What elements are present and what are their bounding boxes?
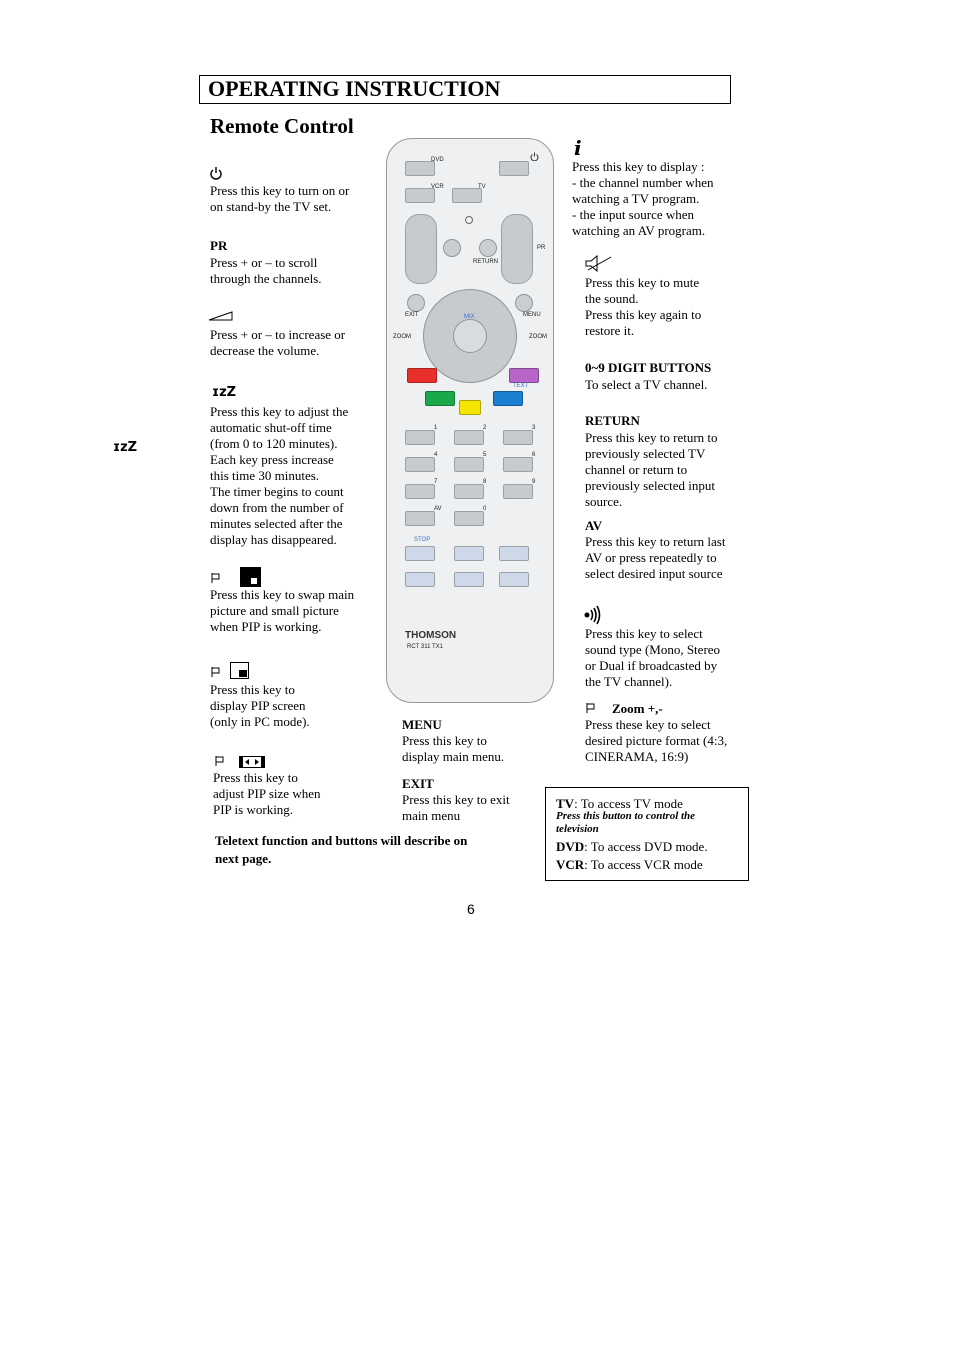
remote-digit-button: [405, 430, 435, 445]
return-heading: RETURN: [585, 413, 640, 428]
remote-green-button: [425, 391, 455, 406]
av-heading: AV: [585, 518, 603, 533]
tv-mode-line: TV: To access TV mode: [556, 796, 683, 811]
remote-red-button: [407, 368, 437, 383]
remote-menu-button: [515, 294, 533, 312]
av-description: Press this key to return last AV or press repeatedly to select desired input source: [585, 534, 726, 581]
remote-digit-button: [454, 457, 484, 472]
remote-yellow-button: [459, 400, 481, 415]
remote-dvd-button: [405, 161, 435, 176]
pr-description: Press + or – to scroll through the channels.: [210, 255, 322, 286]
remote-digit-button: [405, 484, 435, 499]
page-number: 6: [467, 901, 475, 917]
zoom-heading: Zoom +,-: [612, 701, 663, 716]
remote-menu-label: MENU: [523, 312, 541, 318]
remote-mix-label: MIX: [464, 314, 475, 320]
pip-description: Press this key to display PIP screen (only in PC mode).: [210, 682, 310, 729]
pip-icon: [230, 662, 249, 679]
remote-mute-button: [443, 239, 461, 257]
flag-icon: [214, 755, 226, 767]
remote-dvd-label: DVD: [431, 157, 444, 163]
pip-size-description: Press this key to adjust PIP size when PIP is working.: [213, 770, 321, 817]
remote-digit-label: 3: [532, 425, 536, 431]
remote-vcr-label: VCR: [431, 184, 444, 190]
sleep-description: Press this key to adjust the automatic shut-off time (from 0 to 120 minutes). Each key press increase this time 30 minutes. The timer begins to count down from the number of minutes selected after the display has disappeared.: [210, 404, 349, 547]
remote-digit-label: 4: [434, 452, 438, 458]
section-header-box: [199, 75, 731, 104]
remote-vcr-button: [405, 188, 435, 203]
exit-heading: EXIT: [402, 776, 434, 791]
mode-info-box: [545, 787, 749, 881]
remote-zoom-right-label: ZOOM: [529, 334, 547, 340]
sound-description: Press this key to select sound type (Mono, Stereo or Dual if broadcasted by the TV channel).: [585, 626, 721, 689]
volume-icon: [208, 311, 234, 321]
remote-digit-button: [503, 484, 533, 499]
dvd-mode-line: DVD: To access DVD mode.: [556, 839, 708, 854]
swap-icon: [240, 567, 261, 587]
remote-exit-button: [407, 294, 425, 312]
remote-av-button: [405, 511, 435, 526]
remote-digit-button: [503, 457, 533, 472]
remote-pip-size-button: [454, 572, 484, 587]
pip-size-icon: [239, 756, 265, 768]
info-icon: i: [574, 136, 582, 160]
flag-icon: [210, 572, 222, 584]
remote-digit-button: [454, 430, 484, 445]
remote-digit-button: [454, 511, 484, 526]
pr-heading: PR: [210, 238, 228, 253]
power-icon: [209, 166, 223, 180]
remote-digit-label: 1: [434, 425, 438, 431]
remote-digit-label: 9: [532, 479, 536, 485]
power-description: Press this key to turn on or on stand-by the TV set.: [210, 183, 350, 214]
zoom-description: Press these key to select desired picture format (4:3, CINERAMA, 16:9): [585, 717, 728, 764]
remote-led: [465, 216, 473, 224]
remote-blue-button: [493, 391, 523, 406]
menu-heading: MENU: [402, 717, 442, 732]
remote-digit-button: [503, 430, 533, 445]
remote-pip-button: [499, 572, 529, 587]
vcr-mode-line: VCR: To access VCR mode: [556, 857, 703, 872]
tv-mode-note: Press this button to control the television: [556, 810, 696, 835]
remote-volume-rocker: [405, 214, 437, 284]
sound-icon: [584, 605, 602, 625]
flag-icon: [210, 666, 222, 678]
info-description: Press this key to display : - the channel number when watching a TV program. - the input source when watching an AV program.: [572, 159, 714, 238]
digits-heading: 0~9 DIGIT BUTTONS: [585, 360, 712, 375]
power-icon: [530, 152, 539, 161]
remote-stop-button: [405, 546, 435, 561]
menu-description: Press this key to display main menu.: [402, 733, 505, 764]
remote-digit-button: [405, 457, 435, 472]
swap-description: Press this key to swap main picture and small picture when PIP is working.: [210, 587, 355, 634]
remote-digit-label: 2: [483, 425, 487, 431]
remote-pip-swap-button: [405, 572, 435, 587]
remote-digit-label: 5: [483, 452, 487, 458]
sleep-icon: ɪzZ: [113, 440, 138, 455]
mute-description: Press this key to mute the sound. Press this key again to restore it.: [585, 275, 702, 338]
remote-stop-label: STOP: [414, 537, 431, 543]
mute-icon: [584, 255, 614, 272]
page-subtitle: Remote Control: [210, 114, 354, 138]
remote-av-label: AV: [434, 506, 442, 512]
remote-return-label: RETURN: [473, 259, 498, 265]
remote-digit-button: [454, 484, 484, 499]
remote-pr-label: PR: [537, 245, 546, 251]
remote-brand-logo: THOMSON: [405, 630, 457, 641]
remote-ok-button: [453, 319, 487, 353]
remote-return-button: [479, 239, 497, 257]
remote-digit-label: 8: [483, 479, 487, 485]
remote-exit-label: EXIT: [405, 312, 419, 318]
remote-digit-label: 6: [532, 452, 536, 458]
remote-control-image: [386, 138, 554, 703]
return-description: Press this key to return to previously selected TV channel or return to previously selected input source.: [585, 430, 718, 509]
remote-zoom-left-label: ZOOM: [393, 334, 411, 340]
remote-tv-button: [452, 188, 482, 203]
teletext-note: Teletext function and buttons will describe on next page.: [215, 833, 468, 866]
remote-tv-label: TV: [478, 184, 486, 190]
remote-pr-rocker: [501, 214, 533, 284]
flag-icon: [585, 702, 597, 714]
remote-digit-label: 7: [434, 479, 438, 485]
remote-model-label: RCT 311 TX1: [407, 644, 444, 650]
volume-description: Press + or – to increase or decrease the volume.: [210, 327, 346, 358]
exit-description: Press this key to exit main menu: [402, 792, 510, 823]
remote-play-button: [454, 546, 484, 561]
remote-ff-button: [499, 546, 529, 561]
section-title: OPERATING INSTRUCTION: [208, 76, 501, 101]
remote-power-button: [499, 161, 529, 176]
remote-digit-label: 0: [483, 506, 487, 512]
sleep-icon: ɪzZ: [212, 385, 237, 400]
remote-purple-button: [509, 368, 539, 383]
remote-text-label: TEXT: [513, 383, 529, 389]
digits-description: To select a TV channel.: [585, 377, 708, 392]
